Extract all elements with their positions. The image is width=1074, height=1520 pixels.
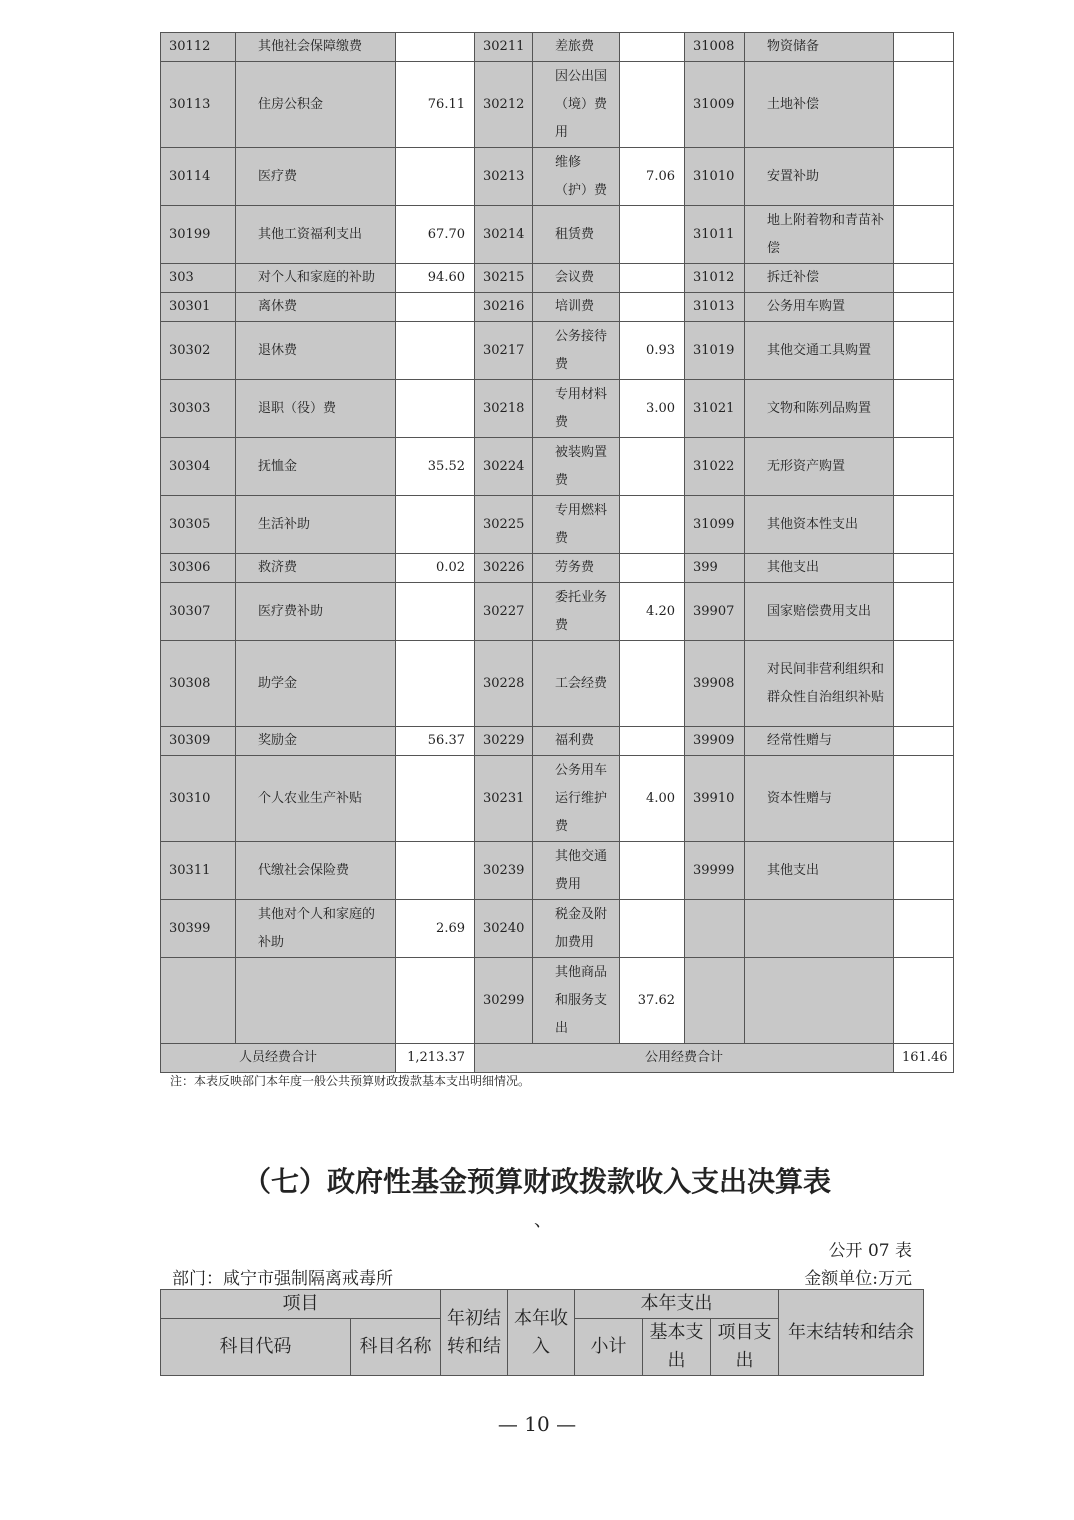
cell-code-3: 31019 — [685, 322, 745, 380]
cell-value-2: 3.00 — [620, 380, 685, 438]
cell-code-2: 30217 — [475, 322, 533, 380]
cell-name-3: 拆迁补偿 — [745, 264, 894, 293]
table-row — [161, 293, 954, 322]
department-label: 部门：咸宁市强制隔离戒毒所 — [172, 1269, 393, 1289]
header-subject-name: 科目名称 — [351, 1319, 441, 1376]
cell-name-1: 对个人和家庭的补助 — [236, 264, 396, 293]
cell-name-3: 无形资产购置 — [745, 438, 894, 496]
cell-name-3: 经常性赠与 — [745, 727, 894, 756]
cell-value-1 — [396, 958, 475, 1044]
table-row — [161, 33, 954, 62]
cell-code-1: 30306 — [161, 554, 236, 583]
cell-code-1: 30399 — [161, 900, 236, 958]
table-row — [161, 727, 954, 756]
cell-name-2: 专用燃料费 — [533, 496, 620, 554]
cell-name-1: 助学金 — [236, 641, 396, 727]
cell-code-3 — [685, 958, 745, 1044]
cell-code-2: 30212 — [475, 62, 533, 148]
cell-code-1: 303 — [161, 264, 236, 293]
header-project-expense: 项目支出 — [711, 1319, 779, 1376]
cell-code-1: 30308 — [161, 641, 236, 727]
fund-budget-table — [160, 1289, 924, 1376]
table-row — [161, 958, 954, 1044]
cell-value-1 — [396, 380, 475, 438]
cell-value-2 — [620, 554, 685, 583]
cell-value-3 — [894, 900, 954, 958]
cell-code-2: 30227 — [475, 583, 533, 641]
cell-value-3 — [894, 438, 954, 496]
cell-value-3 — [894, 264, 954, 293]
header-current-income: 本年收入 — [508, 1290, 575, 1376]
cell-value-1 — [396, 322, 475, 380]
cell-value-3 — [894, 380, 954, 438]
cell-value-2 — [620, 62, 685, 148]
cell-code-1: 30113 — [161, 62, 236, 148]
cell-value-2 — [620, 900, 685, 958]
cell-name-2: 培训费 — [533, 293, 620, 322]
cell-value-1: 0.02 — [396, 554, 475, 583]
cell-name-2: 被装购置费 — [533, 438, 620, 496]
cell-name-2: 因公出国（境）费用 — [533, 62, 620, 148]
cell-value-2 — [620, 438, 685, 496]
personnel-total-value: 1,213.37 — [396, 1044, 475, 1073]
personnel-total-label: 人员经费合计 — [161, 1044, 396, 1073]
header-basic-expense: 基本支出 — [643, 1319, 711, 1376]
cell-value-2: 7.06 — [620, 148, 685, 206]
cell-value-2 — [620, 727, 685, 756]
cell-value-3 — [894, 554, 954, 583]
cell-value-3 — [894, 756, 954, 842]
cell-code-1: 30311 — [161, 842, 236, 900]
cell-name-1: 生活补助 — [236, 496, 396, 554]
header-subject-code: 科目代码 — [161, 1319, 351, 1376]
cell-name-3: 地上附着物和青苗补偿 — [745, 206, 894, 264]
cell-code-2: 30224 — [475, 438, 533, 496]
cell-name-3 — [745, 958, 894, 1044]
cell-code-3: 31010 — [685, 148, 745, 206]
cell-code-2: 30218 — [475, 380, 533, 438]
cell-name-2: 税金及附加费用 — [533, 900, 620, 958]
header-subtotal: 小计 — [575, 1319, 643, 1376]
cell-value-1 — [396, 293, 475, 322]
cell-name-2: 差旅费 — [533, 33, 620, 62]
cell-value-2 — [620, 293, 685, 322]
cell-value-3 — [894, 206, 954, 264]
totals-row — [161, 1044, 954, 1073]
table-row — [161, 900, 954, 958]
cell-code-2: 30211 — [475, 33, 533, 62]
table-row — [161, 380, 954, 438]
cell-code-1: 30309 — [161, 727, 236, 756]
table-row — [161, 148, 954, 206]
cell-code-2: 30239 — [475, 842, 533, 900]
table-row — [161, 583, 954, 641]
cell-name-1: 其他工资福利支出 — [236, 206, 396, 264]
cell-name-1: 医疗费补助 — [236, 583, 396, 641]
cell-name-2: 福利费 — [533, 727, 620, 756]
table-row — [161, 206, 954, 264]
cell-name-3: 其他支出 — [745, 842, 894, 900]
cell-name-2: 劳务费 — [533, 554, 620, 583]
header-project: 项目 — [161, 1290, 441, 1319]
cell-name-1 — [236, 958, 396, 1044]
cell-value-2: 4.00 — [620, 756, 685, 842]
cell-code-3: 31011 — [685, 206, 745, 264]
cell-value-3 — [894, 33, 954, 62]
table-row — [161, 496, 954, 554]
public-total-value: 161.46 — [894, 1044, 954, 1073]
cell-value-1 — [396, 583, 475, 641]
cell-name-1: 奖励金 — [236, 727, 396, 756]
cell-value-2 — [620, 264, 685, 293]
cell-code-1: 30301 — [161, 293, 236, 322]
cell-name-2: 维修（护）费 — [533, 148, 620, 206]
cell-value-1: 56.37 — [396, 727, 475, 756]
table-number: 公开 07 表 — [828, 1241, 912, 1261]
cell-code-3: 31013 — [685, 293, 745, 322]
cell-code-3: 39907 — [685, 583, 745, 641]
cell-value-1 — [396, 148, 475, 206]
public-total-label: 公用经费合计 — [475, 1044, 894, 1073]
cell-code-3: 31099 — [685, 496, 745, 554]
amount-unit: 金额单位:万元 — [804, 1269, 912, 1289]
cell-value-3 — [894, 958, 954, 1044]
cell-value-3 — [894, 322, 954, 380]
cell-name-1: 住房公积金 — [236, 62, 396, 148]
cell-code-3 — [685, 900, 745, 958]
expense-detail-table — [160, 32, 954, 1073]
cell-code-1: 30302 — [161, 322, 236, 380]
cell-code-3: 31008 — [685, 33, 745, 62]
cell-value-2 — [620, 641, 685, 727]
cell-name-1: 离休费 — [236, 293, 396, 322]
cell-code-1: 30305 — [161, 496, 236, 554]
cell-value-1: 2.69 — [396, 900, 475, 958]
cell-code-2: 30216 — [475, 293, 533, 322]
cell-name-3: 其他支出 — [745, 554, 894, 583]
cell-value-3 — [894, 62, 954, 148]
cell-code-2: 30225 — [475, 496, 533, 554]
cell-name-3: 国家赔偿费用支出 — [745, 583, 894, 641]
cell-code-3: 31022 — [685, 438, 745, 496]
cell-value-1 — [396, 496, 475, 554]
cell-value-2 — [620, 206, 685, 264]
cell-name-3: 安置补助 — [745, 148, 894, 206]
cell-value-2: 37.62 — [620, 958, 685, 1044]
cell-code-3: 39999 — [685, 842, 745, 900]
cell-name-2: 其他商品和服务支出 — [533, 958, 620, 1044]
cell-name-1: 医疗费 — [236, 148, 396, 206]
cell-name-3: 其他资本性支出 — [745, 496, 894, 554]
cell-code-3: 39908 — [685, 641, 745, 727]
cell-value-1: 94.60 — [396, 264, 475, 293]
cell-value-2: 4.20 — [620, 583, 685, 641]
header-current-expense: 本年支出 — [575, 1290, 779, 1319]
cell-value-2 — [620, 842, 685, 900]
cell-value-1 — [396, 842, 475, 900]
cell-code-1: 30199 — [161, 206, 236, 264]
header-closing-balance: 年末结转和结余 — [779, 1290, 924, 1376]
cell-name-1: 抚恤金 — [236, 438, 396, 496]
cell-code-1: 30114 — [161, 148, 236, 206]
cell-name-2: 工会经费 — [533, 641, 620, 727]
cell-value-1 — [396, 756, 475, 842]
table-row — [161, 842, 954, 900]
cell-value-3 — [894, 727, 954, 756]
cell-value-3 — [894, 583, 954, 641]
cell-name-3: 文物和陈列品购置 — [745, 380, 894, 438]
cell-code-2: 30229 — [475, 727, 533, 756]
table-row — [161, 554, 954, 583]
cell-code-1: 30112 — [161, 33, 236, 62]
cell-value-1 — [396, 641, 475, 727]
table-row — [161, 264, 954, 293]
cell-code-2: 30228 — [475, 641, 533, 727]
cell-value-3 — [894, 641, 954, 727]
cell-name-2: 会议费 — [533, 264, 620, 293]
cell-code-3: 31021 — [685, 380, 745, 438]
cell-name-2: 租赁费 — [533, 206, 620, 264]
cell-code-3: 39909 — [685, 727, 745, 756]
cell-name-3: 对民间非营利组织和群众性自治组织补贴 — [745, 641, 894, 727]
cell-name-1: 其他对个人和家庭的补助 — [236, 900, 396, 958]
cell-name-1: 退职（役）费 — [236, 380, 396, 438]
cell-code-2: 30214 — [475, 206, 533, 264]
table-row — [161, 62, 954, 148]
cell-name-3 — [745, 900, 894, 958]
cell-name-3: 公务用车购置 — [745, 293, 894, 322]
cell-value-2 — [620, 496, 685, 554]
header-opening-balance: 年初结转和结 — [441, 1290, 508, 1376]
table-row — [161, 756, 954, 842]
cell-name-2: 其他交通费用 — [533, 842, 620, 900]
section-title: （七）政府性基金预算财政拨款收入支出决算表 — [242, 1165, 831, 1198]
cell-code-1 — [161, 958, 236, 1044]
cell-value-3 — [894, 496, 954, 554]
cell-name-3: 资本性赠与 — [745, 756, 894, 842]
cell-code-2: 30231 — [475, 756, 533, 842]
cell-name-1: 其他社会保障缴费 — [236, 33, 396, 62]
cell-name-1: 退休费 — [236, 322, 396, 380]
cell-code-3: 399 — [685, 554, 745, 583]
table-row — [161, 438, 954, 496]
cell-name-2: 委托业务费 — [533, 583, 620, 641]
cell-name-1: 代缴社会保险费 — [236, 842, 396, 900]
cell-code-2: 30240 — [475, 900, 533, 958]
cell-value-2 — [620, 33, 685, 62]
cell-name-1: 个人农业生产补贴 — [236, 756, 396, 842]
page-number: — 10 — — [497, 1412, 577, 1436]
stray-mark: 、 — [534, 1210, 552, 1231]
cell-value-1: 67.70 — [396, 206, 475, 264]
cell-code-3: 39910 — [685, 756, 745, 842]
cell-code-2: 30213 — [475, 148, 533, 206]
cell-name-3: 土地补偿 — [745, 62, 894, 148]
cell-name-3: 其他交通工具购置 — [745, 322, 894, 380]
cell-code-1: 30303 — [161, 380, 236, 438]
cell-code-3: 31009 — [685, 62, 745, 148]
cell-value-1 — [396, 33, 475, 62]
cell-code-2: 30215 — [475, 264, 533, 293]
cell-value-1: 76.11 — [396, 62, 475, 148]
table-row — [161, 641, 954, 727]
cell-value-3 — [894, 148, 954, 206]
cell-name-2: 专用材料费 — [533, 380, 620, 438]
cell-name-2: 公务用车运行维护费 — [533, 756, 620, 842]
cell-name-3: 物资储备 — [745, 33, 894, 62]
cell-value-1: 35.52 — [396, 438, 475, 496]
cell-code-3: 31012 — [685, 264, 745, 293]
table-row — [161, 322, 954, 380]
cell-code-1: 30310 — [161, 756, 236, 842]
cell-code-1: 30304 — [161, 438, 236, 496]
cell-name-1: 救济费 — [236, 554, 396, 583]
cell-value-2: 0.93 — [620, 322, 685, 380]
cell-value-3 — [894, 842, 954, 900]
cell-name-2: 公务接待费 — [533, 322, 620, 380]
table-note: 注：本表反映部门本年度一般公共预算财政拨款基本支出明细情况。 — [170, 1074, 531, 1088]
cell-code-2: 30226 — [475, 554, 533, 583]
cell-value-3 — [894, 293, 954, 322]
cell-code-1: 30307 — [161, 583, 236, 641]
cell-code-2: 30299 — [475, 958, 533, 1044]
